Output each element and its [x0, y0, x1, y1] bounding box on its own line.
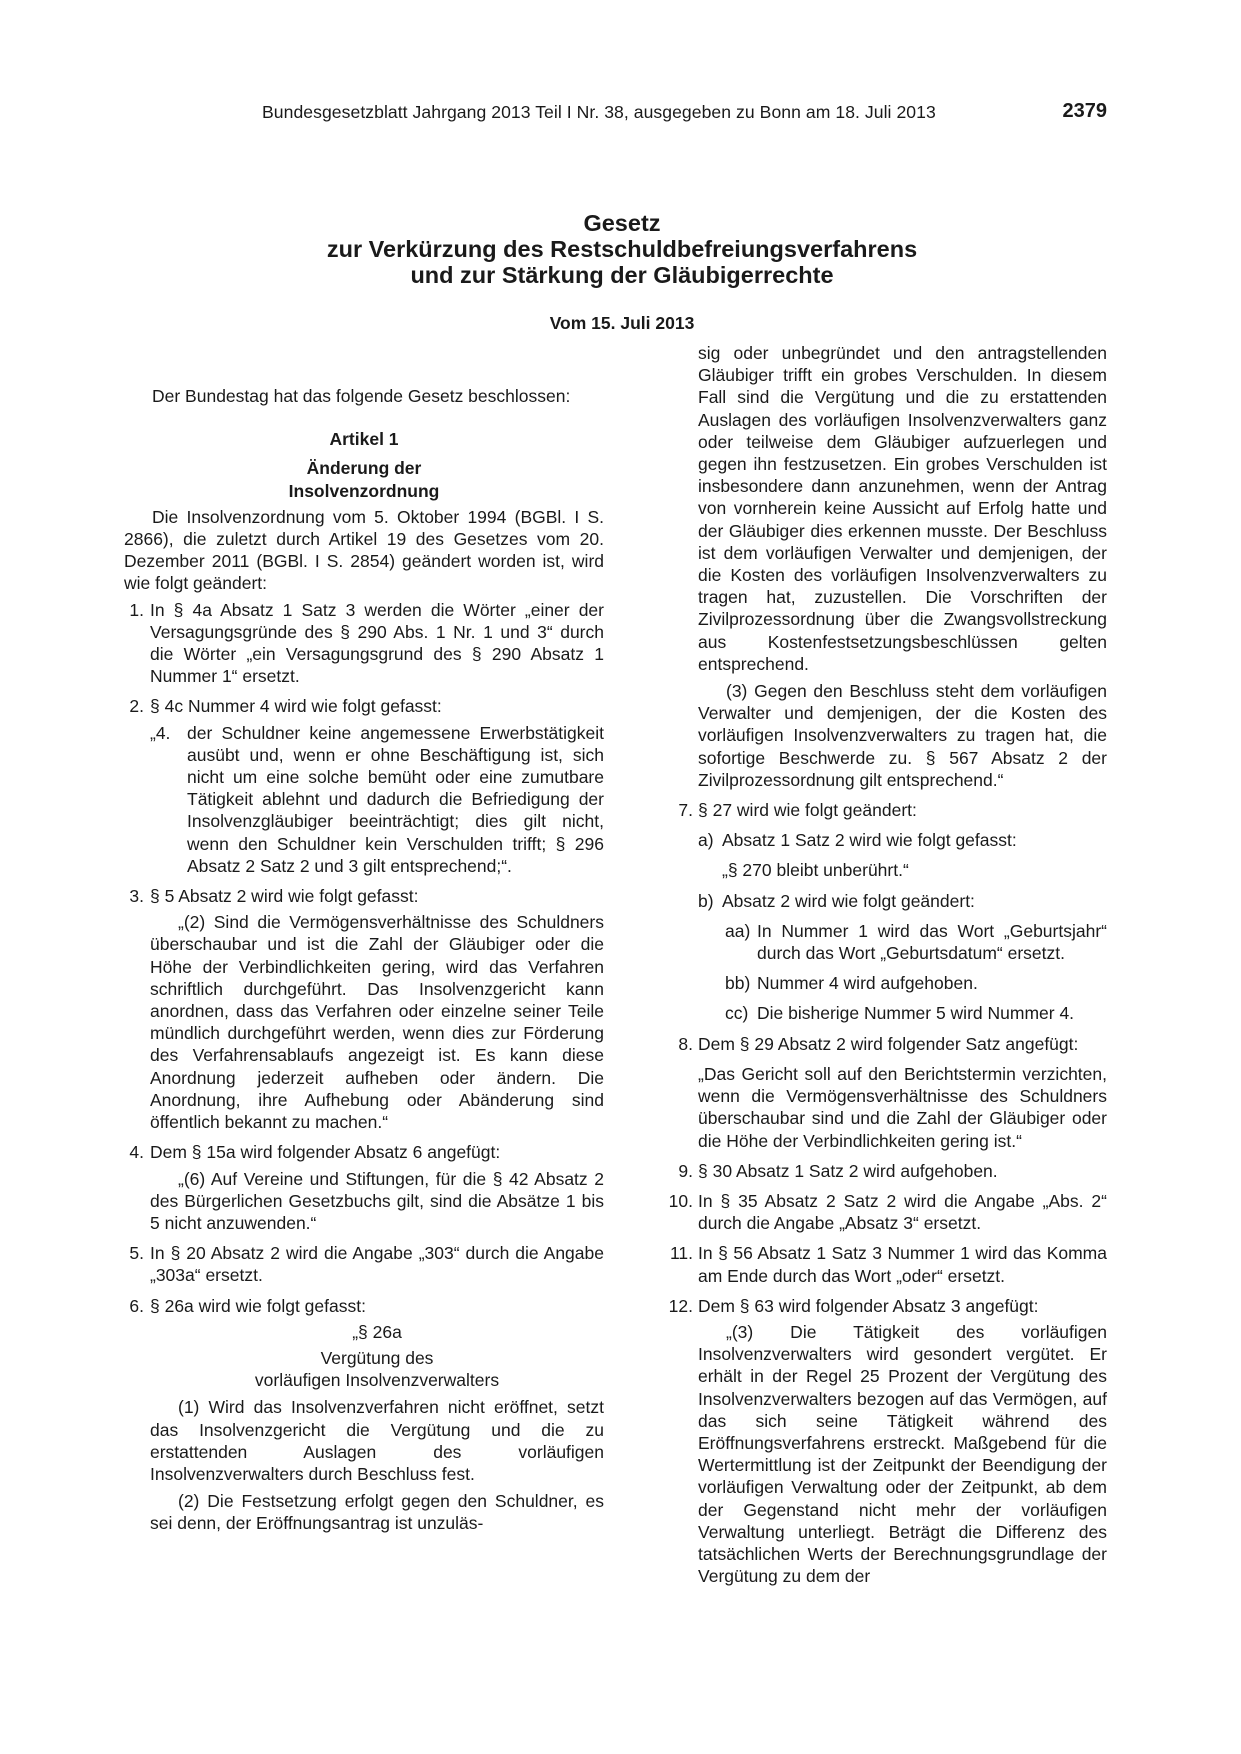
- item-letter: a): [698, 830, 714, 851]
- quoted-section: [124, 1321, 604, 1535]
- list-item: [665, 1033, 1107, 1055]
- quoted-provision: [124, 1168, 604, 1235]
- sub-sub-item: [665, 972, 1107, 994]
- item-number: 7.: [678, 800, 693, 821]
- item-text: Dem § 29 Absatz 2 wird folgender Satz angefügt:: [698, 1033, 1079, 1054]
- item-number: 6.: [129, 1295, 144, 1316]
- item-number: „4.: [150, 722, 171, 743]
- quoted-text: „Das Gericht soll auf den Berichtstermin verzichten, wenn die Vermögensverhältnisse des Schuldners überschaubar sind und die Zahl der Gläubiger oder die Höhe der Verbindlichkeiten gering ist.“: [698, 1063, 1107, 1151]
- item-text: § 4c Nummer 4 wird wie folgt gefasst:: [150, 696, 442, 717]
- item-text: Dem § 15a wird folgender Absatz 6 angefügt:: [150, 1142, 501, 1163]
- item-number: 4.: [129, 1142, 144, 1163]
- law-title-line-1: Gesetz: [583, 210, 661, 236]
- quoted-text: „(6) Auf Vereine und Stiftungen, für die § 42 Absatz 2 des Bürgerlichen Gesetzbuchs gilt, sind die Absätze 1 bis 5 nicht anzuwenden.“: [150, 1168, 604, 1233]
- item-text: Die bisherige Nummer 5 wird Nummer 4.: [757, 1003, 1075, 1024]
- item-number: 5.: [129, 1243, 144, 1264]
- item-number: 10.: [668, 1190, 693, 1211]
- section-heading-line-2: vorläufigen Insolvenzverwalters: [254, 1370, 500, 1391]
- item-number: 1.: [129, 599, 144, 620]
- quoted-text: „(3) Die Tätigkeit des vorläufigen Insolvenzverwalters wird gesondert vergütet. Er erhält in der Regel 25 Prozent der Vergütung des Insolvenzverwalters bezogen auf das Vermögen, auf das sich seine Tätigkeit während des Eröffnungsverfahrens erstreckt. Maßgebend für die Wertermittlung ist der Zeitpunkt der Beendigung der vorläufigen Verwaltung oder der Zeitpunkt, ab dem der Gegenstand nicht mehr der vorläufigen Verwaltung unterliegt. Beträgt die Differenz des tatsächlichen Werts der Berechnungsgrundlage der Vergütung zu dem der: [698, 1321, 1107, 1587]
- article-intro: Die Insolvenzordnung vom 5. Oktober 1994 (BGBl. I S. 2866), die zuletzt durch Artikel 19 des Gesetzes vom 20. Dezember 2011 (BGBl. I S. 2854) geändert worden ist, wird wie folgt geändert:: [124, 506, 604, 594]
- quoted-provision: [124, 911, 604, 1133]
- item-text: In § 4a Absatz 1 Satz 3 werden die Wörter „einer der Versagungsgründe des § 290 Abs. 1 Nr. 1 und 3“ durch die Wörter „ein Versagungsgrund des § 290 Absatz 1 Nummer 1“ ersetzt.: [150, 599, 604, 687]
- quoted-section-continued: [665, 342, 1107, 791]
- right-column: [665, 342, 1107, 1587]
- item-number: 2.: [129, 696, 144, 717]
- law-title-line-2: zur Verkürzung des Restschuldbefreiungsverfahrens: [326, 236, 918, 262]
- list-item: [124, 1242, 604, 1286]
- list-item: [124, 1141, 604, 1163]
- list-item: [124, 695, 604, 717]
- enactment-clause: Der Bundestag hat das folgende Gesetz beschlossen:: [152, 386, 571, 406]
- quoted-provision: [665, 1321, 1107, 1587]
- section-paragraph-1: (1) Wird das Insolvenzverfahren nicht eröffnet, setzt das Insolvenzgericht die Vergütung und die zu erstattenden Auslagen des vorläufigen Insolvenzverwalters durch Beschluss fest.: [150, 1397, 604, 1484]
- item-number: 8.: [678, 1033, 693, 1054]
- running-title: Bundesgesetzblatt Jahrgang 2013 Teil I Nr. 38, ausgegeben zu Bonn am 18. Juli 2013: [262, 102, 936, 122]
- section-paragraph-2-continued: sig oder unbegründet und den antragstellenden Gläubiger trifft ein grobes Verschulden. In diesem Fall sind die Vergütung und die zu erstattenden Auslagen des vorläufigen Insolvenzverwalters ganz oder teilweise dem Gläubiger aufzuerlegen und gegen ihn festzusetzen. Ein grobes Verschulden ist insbesondere dann anzunehmen, wenn der Antrag von vornherein keine Aussicht auf Erfolg hatte und der Gläubiger dies erkennen musste. Der Beschluss ist dem vorläufigen Verwalter und demjenigen, der die Kosten des vorläufigen Insolvenzverwalters zu tragen hat, zuzustellen. Die Vorschriften der Zivilprozessordnung über die Zwangsvollstreckung aus Kostenfestsetzungsbeschlüssen gelten entsprechend.: [698, 343, 1107, 674]
- item-text: Dem § 63 wird folgender Absatz 3 angefügt:: [698, 1295, 1039, 1316]
- list-item: [665, 1295, 1107, 1317]
- quoted-provision: [665, 1063, 1107, 1152]
- law-date: Vom 15. Juli 2013: [549, 313, 695, 333]
- list-item: [665, 1190, 1107, 1234]
- list-item: [665, 1160, 1107, 1182]
- law-title-line-3: und zur Stärkung der Gläubigerrechte: [410, 262, 834, 288]
- list-item: [124, 885, 604, 907]
- quoted-text: „(2) Sind die Vermögensverhältnisse des Schuldners überschaubar und ist die Zahl der Gläubiger oder die Höhe der Verbindlichkeiten gering, wird das Verfahren schriftlich durchgeführt. Das Insolvenzgericht kann anordnen, dass das Verfahren oder einzelne seiner Teile mündlich durchgeführt werden, wenn dies zur Förderung des Verfahrensablaufs angezeigt ist. Es kann diese Anordnung jederzeit aufheben oder ändern. Die Anordnung, ihre Aufhebung oder Abänderung sind öffentlich bekannt zu machen.“: [150, 912, 604, 1133]
- section-paragraph-2: (2) Die Festsetzung erfolgt gegen den Schuldner, es sei denn, der Eröffnungsantrag ist unzuläs-: [150, 1491, 604, 1534]
- item-letter: cc): [725, 1003, 749, 1024]
- item-text: Nummer 4 wird aufgehoben.: [757, 973, 978, 994]
- item-text: Absatz 1 Satz 2 wird wie folgt gefasst:: [722, 830, 1017, 851]
- item-number: 3.: [129, 886, 144, 907]
- quoted-text: der Schuldner keine angemessene Erwerbstätigkeit ausübt und, wenn er ohne Beschäftigung ist, sich nicht um eine solche bemüht oder eine zumutbare Tätigkeit ablehnt und dadurch die Befriedigung der Insolvenzgläubiger beeinträchtigt; dies gilt nicht, wenn den Schuldner kein Verschulden trifft; § 296 Absatz 2 Satz 2 und 3 gilt entsprechend;“.: [187, 722, 604, 876]
- list-item: [665, 1242, 1107, 1286]
- item-text: In § 20 Absatz 2 wird die Angabe „303“ durch die Angabe „303a“ ersetzt.: [150, 1243, 604, 1286]
- item-text: Absatz 2 wird wie folgt geändert:: [722, 890, 975, 911]
- article-heading: Artikel 1: [329, 429, 399, 450]
- item-text: In § 35 Absatz 2 Satz 2 wird die Angabe „Abs. 2“ durch die Angabe „Absatz 3“ ersetzt.: [698, 1190, 1107, 1234]
- sub-item: [665, 890, 1107, 912]
- list-item: [124, 599, 604, 688]
- item-text: In Nummer 1 wird das Wort „Geburtsjahr“ durch das Wort „Geburtsdatum“ ersetzt.: [757, 920, 1107, 964]
- item-number: 11.: [669, 1243, 693, 1264]
- article-title-line-2: Insolvenzordnung: [288, 480, 440, 501]
- quoted-provision: [124, 722, 604, 877]
- page-header: [262, 100, 1107, 126]
- section-paragraph-3: (3) Gegen den Beschluss steht dem vorläufigen Verwalter und demjenigen, der die Kosten des vorläufigen Insolvenzverwalters zu tragen hat, die sofortige Beschwerde zu. § 567 Absatz 2 der Zivilprozessordnung gilt entsprechend.“: [698, 681, 1107, 790]
- item-number: 12.: [668, 1295, 693, 1316]
- article-title-line-1: Änderung der: [306, 458, 422, 479]
- item-text: § 30 Absatz 1 Satz 2 wird aufgehoben.: [698, 1160, 998, 1181]
- page-number: 2379: [1062, 100, 1107, 122]
- item-letter: aa): [725, 920, 751, 941]
- item-text: § 27 wird wie folgt geändert:: [698, 800, 917, 821]
- left-column: [124, 385, 604, 1535]
- law-title-block: [262, 210, 982, 334]
- section-heading-line-1: Vergütung des: [320, 1347, 434, 1368]
- item-text: In § 56 Absatz 1 Satz 3 Nummer 1 wird das Komma am Ende durch das Wort „oder“ ersetzt.: [698, 1243, 1107, 1286]
- sub-sub-item: [665, 1002, 1107, 1024]
- item-number: 9.: [678, 1160, 693, 1181]
- item-text: § 26a wird wie folgt gefasst:: [150, 1295, 366, 1316]
- sub-sub-item: [665, 920, 1107, 964]
- sub-item: [665, 829, 1107, 851]
- list-item: [665, 799, 1107, 821]
- item-letter: b): [698, 890, 714, 911]
- item-letter: bb): [725, 973, 751, 994]
- item-text: § 5 Absatz 2 wird wie folgt gefasst:: [150, 886, 419, 907]
- quoted-text: „§ 270 bleibt unberührt.“: [722, 860, 909, 881]
- section-number: „§ 26a: [352, 1321, 402, 1342]
- list-item: [124, 1295, 604, 1317]
- quoted-provision: [665, 859, 1107, 881]
